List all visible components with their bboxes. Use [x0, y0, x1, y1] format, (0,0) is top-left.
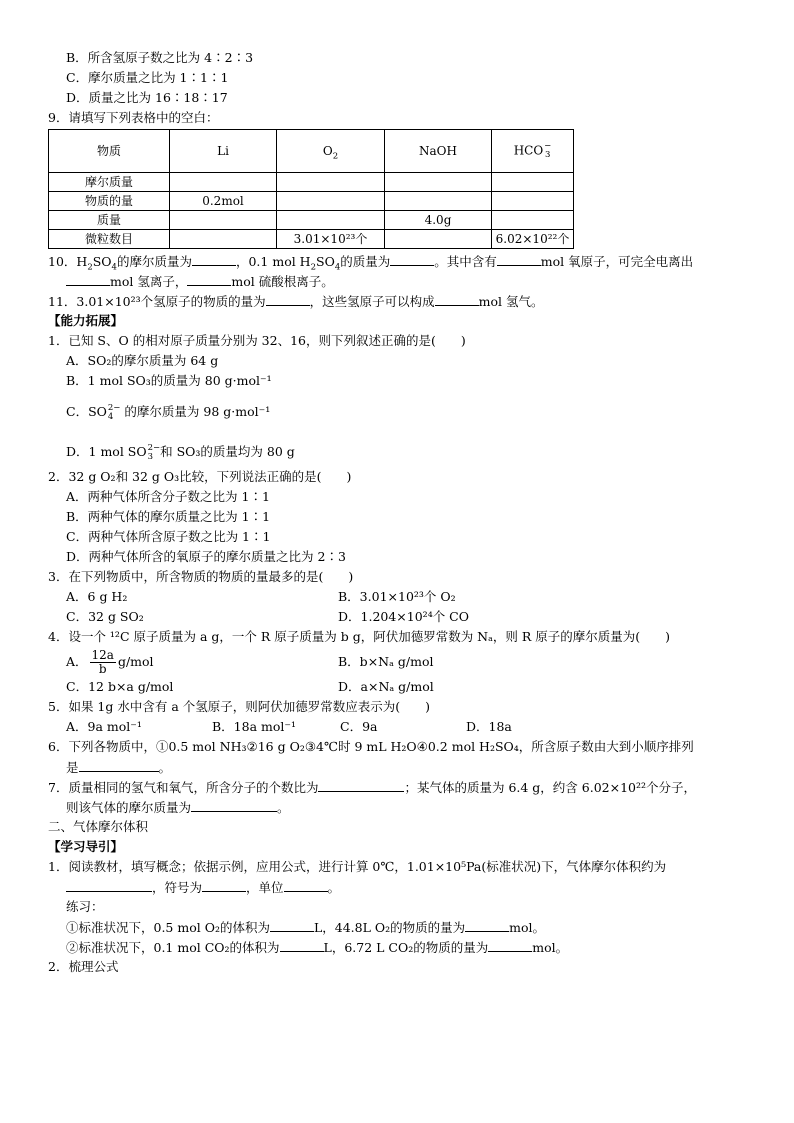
a4-option-d[interactable]: D．a×Nₐ g/mol	[338, 679, 434, 694]
table-cell[interactable]	[170, 211, 277, 230]
answer-blank[interactable]	[488, 937, 532, 952]
a7-line2: 则该气体的摩尔质量为 。	[48, 797, 768, 817]
ion-charge: − 3	[544, 141, 552, 160]
table-cell: 质量	[49, 211, 170, 230]
table-header-cell: Li	[170, 130, 277, 173]
a3-options-row2	[48, 607, 768, 627]
table-row	[49, 230, 574, 249]
table-header-cell	[492, 130, 574, 173]
header-hco3: HCO	[513, 143, 544, 158]
a5-options	[48, 717, 768, 737]
a3-options-row1	[48, 587, 768, 607]
a2-option-a[interactable]: A．两种气体所含分子数之比为 1∶1	[66, 489, 270, 504]
q11-line: 11．3.01×10²³个氢原子的物质的量为 ，这些氢原子可以构成 mol 氢气。	[48, 291, 768, 311]
q10-line1: 10．$H_2SO_4$的摩尔质量为 ，0.1 mol $H_2SO_4$的质量为 。其中含有 mol 氧原子，可完全电离出	[48, 251, 768, 271]
a4-options-row2	[48, 677, 768, 697]
answer-blank[interactable]	[192, 251, 236, 266]
q8-option-c: C．摩尔质量之比为 1∶1∶1	[66, 70, 229, 85]
a3-option-b[interactable]: B．3.01×10²³个 O₂	[338, 589, 456, 604]
table-row	[49, 211, 574, 230]
table-header-cell: 物质	[49, 130, 170, 173]
q10-line2: mol 氢离子， mol 硫酸根离子。	[48, 271, 768, 291]
a5-option-c[interactable]: C．9a	[340, 719, 378, 734]
table-cell: 摩尔质量	[49, 173, 170, 192]
answer-blank[interactable]	[435, 291, 479, 306]
a4-option-c[interactable]: C．12 b×a g/mol	[66, 679, 174, 694]
a4-option-b[interactable]: B．b×Nₐ g/mol	[338, 654, 434, 669]
table-cell: 6.02×10²²个	[492, 230, 574, 249]
q8-option-b: B．所含氢原子数之比为 4∶2∶3	[66, 50, 254, 65]
table-row	[49, 192, 574, 211]
a1-option-c[interactable]: C．SO 2− 4 的摩尔质量为 98 g·mol⁻¹	[66, 402, 271, 422]
table-cell: 物质的量	[49, 192, 170, 211]
a4-stem: 4．设一个 ¹²C 原子质量为 a g，一个 R 原子质量为 b g，阿伏加德罗常数为 Nₐ，则 R 原子的摩尔质量为( )	[48, 629, 671, 644]
table-cell[interactable]	[277, 192, 385, 211]
table-row	[49, 173, 574, 192]
a6-line1: 6．下列各物质中，①0.5 mol NH₃②16 g O₂③4℃时 9 mL H₂O④0.2 mol H₂SO₄，所含原子数由大到小顺序排列	[48, 739, 694, 754]
answer-blank[interactable]	[79, 757, 159, 772]
table-cell[interactable]	[385, 230, 492, 249]
answer-blank[interactable]	[497, 251, 541, 266]
answer-blank[interactable]	[465, 917, 509, 932]
header-o2: O	[322, 144, 333, 158]
a7-line1: 7．质量相同的氢气和氧气，所含分子的个数比为 ；某气体的质量为 6.4 g，约含 6.02×10²²个分子，	[48, 777, 768, 797]
answer-blank[interactable]	[66, 271, 110, 286]
ion-charge: 2− 3	[147, 442, 161, 462]
table-cell[interactable]	[277, 173, 385, 192]
a5-option-b[interactable]: B．18a mol⁻¹	[212, 719, 297, 734]
a3-option-a[interactable]: A．6 g H₂	[66, 589, 128, 604]
answer-blank[interactable]	[202, 877, 246, 892]
a5-stem: 5．如果 1g 水中含有 a 个氢原子，则阿伏加德罗常数应表示为( )	[48, 699, 431, 714]
answer-blank[interactable]	[187, 271, 231, 286]
a3-stem: 3．在下列物质中，所含物质的物质的量最多的是( )	[48, 569, 354, 584]
table-cell[interactable]	[170, 230, 277, 249]
a5-option-d[interactable]: D．18a	[466, 719, 512, 734]
table-cell[interactable]	[385, 173, 492, 192]
section-gas-molar-volume: 二、气体摩尔体积	[48, 819, 149, 834]
section-ability: 【能力拓展】	[48, 313, 124, 328]
answer-blank[interactable]	[284, 877, 328, 892]
a2-stem: 2．32 g O₂和 32 g O₃比较，下列说法正确的是( )	[48, 469, 352, 484]
a6-line2: 是 。	[48, 757, 768, 777]
section-guide: 【学习导引】	[48, 839, 124, 854]
g1-practice-label: 练习：	[66, 899, 104, 914]
table-cell: 3.01×10²³个	[277, 230, 385, 249]
a1-option-d[interactable]: D．1 mol SO 2− 3 和 SO₃的质量均为 80 g	[66, 442, 295, 462]
q9-table	[48, 129, 574, 249]
q8-option-d: D．质量之比为 16∶18∶17	[66, 90, 228, 105]
table-cell[interactable]	[492, 211, 574, 230]
table-cell: 微粒数目	[49, 230, 170, 249]
a2-option-b[interactable]: B．两种气体的摩尔质量之比为 1∶1	[66, 509, 271, 524]
a1-stem: 1．已知 S、O 的相对原子质量分别为 32、16，则下列叙述正确的是( )	[48, 333, 466, 348]
g1-line1: 1．阅读教材，填写概念；依据示例，应用公式，进行计算 0℃，1.01×10⁵Pa(标准状况)下，气体摩尔体积约为	[48, 859, 667, 874]
answer-blank[interactable]	[280, 937, 324, 952]
q9-stem: 9．请填写下列表格中的空白：	[48, 110, 219, 125]
worksheet-page	[48, 48, 768, 977]
answer-blank[interactable]	[390, 251, 434, 266]
answer-blank[interactable]	[270, 917, 314, 932]
table-cell[interactable]	[277, 211, 385, 230]
table-cell[interactable]	[170, 173, 277, 192]
table-header-cell: NaOH	[385, 130, 492, 173]
ion-charge: 2− 4	[107, 402, 121, 422]
g2-line: 2．梳理公式	[48, 959, 119, 974]
table-cell[interactable]	[385, 192, 492, 211]
table-header-cell	[277, 130, 385, 173]
g1-exercise-1: ①标准状况下，0.5 mol O₂的体积为 L，44.8L O₂的物质的量为 mol。	[48, 917, 768, 937]
a1-option-a[interactable]: A．SO₂的摩尔质量为 64 g	[66, 353, 219, 368]
table-cell: 0.2mol	[170, 192, 277, 211]
subscript: 2	[332, 151, 339, 162]
table-header-row	[49, 130, 574, 173]
a1-option-b[interactable]: B．1 mol SO₃的质量为 80 g·mol⁻¹	[66, 373, 272, 388]
answer-blank[interactable]	[191, 797, 277, 812]
answer-blank[interactable]	[318, 777, 404, 792]
a4-option-a[interactable]: A． $\frac{12a}{b}$ g/mol	[66, 648, 154, 676]
g1-exercise-2: ②标准状况下，0.1 mol CO₂的体积为 L，6.72 L CO₂的物质的量为 mol。	[48, 937, 768, 957]
table-cell: 4.0g	[385, 211, 492, 230]
g1-line2: ，符号为 ，单位 。	[48, 877, 768, 897]
table-cell[interactable]	[492, 173, 574, 192]
fraction: $\frac{12a}{b}$	[91, 648, 114, 676]
answer-blank[interactable]	[66, 877, 152, 892]
a2-option-c[interactable]: C．两种气体所含原子数之比为 1∶1	[66, 529, 271, 544]
a3-option-d[interactable]: D．1.204×10²⁴个 CO	[338, 609, 469, 624]
answer-blank[interactable]	[266, 291, 310, 306]
a2-option-d[interactable]: D．两种气体所含的氧原子的摩尔质量之比为 2∶3	[66, 549, 346, 564]
a3-option-c[interactable]: C．32 g SO₂	[66, 609, 144, 624]
a4-options-row1	[48, 647, 768, 677]
a5-option-a[interactable]: A．9a mol⁻¹	[66, 719, 142, 734]
table-cell[interactable]	[492, 192, 574, 211]
